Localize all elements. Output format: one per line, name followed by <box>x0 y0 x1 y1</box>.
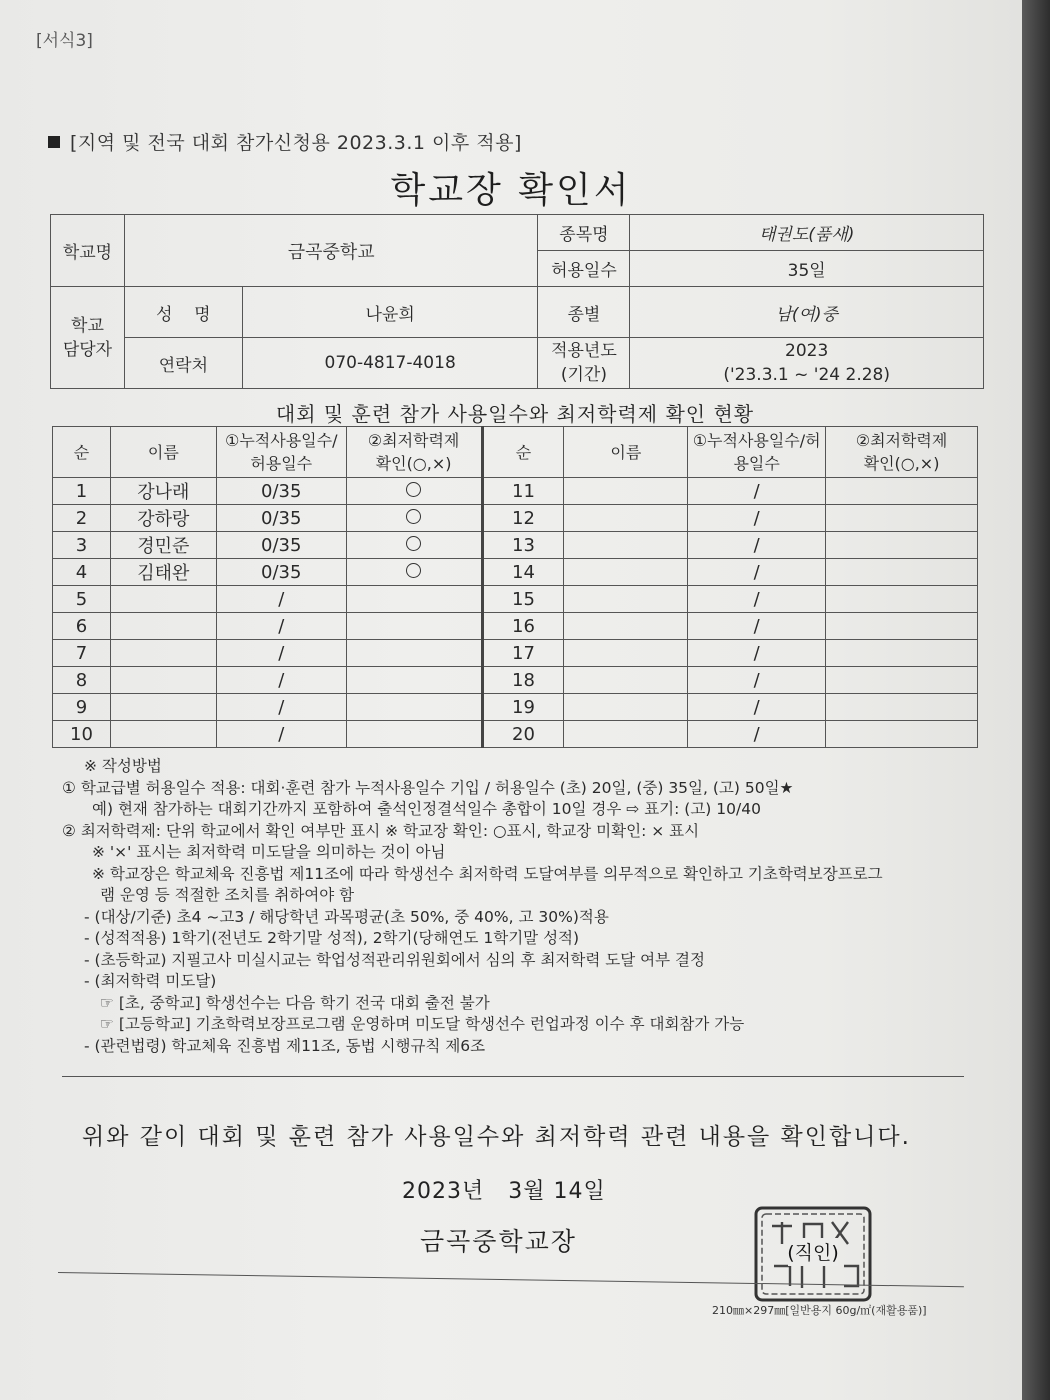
note-2a: ※ '×' 표시는 최저학력 미도달을 의미하는 것이 아님 <box>92 843 446 861</box>
year-label <box>538 338 630 389</box>
record-name <box>110 613 216 640</box>
records-header-row <box>53 427 978 478</box>
record-no: 5 <box>53 586 111 613</box>
header-usage-right-line2: 용일수 <box>733 454 780 473</box>
gender-label: 종별 <box>538 287 630 338</box>
record-usage-right: / <box>688 694 826 721</box>
table-row <box>53 586 978 613</box>
section-title: 대회 및 훈련 참가 사용일수와 최저학력제 확인 현황 <box>275 402 755 426</box>
table-row <box>53 478 978 505</box>
record-usage-right: / <box>688 640 826 667</box>
header-usage-right-line1: ①누적사용일수/허 <box>692 431 821 450</box>
header-check-right-line1: ②최저학력제 <box>855 431 948 450</box>
record-no: 9 <box>53 694 111 721</box>
record-no: 10 <box>53 721 111 748</box>
instructions-heading: ※ 작성방법 <box>84 757 162 775</box>
school-name: 금곡중학교 <box>124 215 538 287</box>
contact-value: 070-4817-4018 <box>242 338 538 389</box>
table-row <box>53 694 978 721</box>
note-6a: ☞ [초, 중학교] 학생선수는 다음 학기 전국 대회 출전 불가 <box>100 993 490 1012</box>
record-check-right <box>826 721 978 748</box>
manager-label-line1: 학교 <box>71 315 104 336</box>
record-check <box>346 667 482 694</box>
record-usage: 0/35 <box>216 478 346 505</box>
record-check-right <box>826 505 978 532</box>
header-check-line1: ②최저학력제 <box>367 431 460 450</box>
record-usage: / <box>216 721 346 748</box>
record-usage-right: / <box>688 586 826 613</box>
record-no: 1 <box>53 478 111 505</box>
event-value: 태권도(품새) <box>630 215 984 251</box>
document-title: 학교장 확인서 <box>390 170 632 211</box>
record-name-right <box>564 640 688 667</box>
check-circle-icon <box>406 509 421 524</box>
record-name: 강나래 <box>110 478 216 505</box>
record-no: 7 <box>53 640 111 667</box>
official-seal-stamp <box>752 1204 874 1308</box>
record-check <box>346 721 482 748</box>
record-usage: / <box>216 694 346 721</box>
manager-label-line2: 담당자 <box>62 339 113 360</box>
record-usage-right: / <box>688 667 826 694</box>
school-label: 학교명 <box>51 215 125 287</box>
record-check-right <box>826 640 978 667</box>
record-no: 4 <box>53 559 111 586</box>
header-check-line2: 확인(○,×) <box>375 454 452 473</box>
record-check-right <box>826 559 978 586</box>
gender-value: 남(여)중 <box>630 287 984 338</box>
confirmation-date: 2023년 3월 14일 <box>402 1179 606 1204</box>
record-no-right: 19 <box>482 694 564 721</box>
note-2b: ※ 학교장은 학교체육 진흥법 제11조에 따라 학생선수 최저학력 도달여부를 의무적으로 확인하고 기초학력보장프로그 <box>92 864 883 883</box>
note-4: - (성적적용) 1학기(전년도 2학기말 성적), 2학기(당해연도 1학기말 성적) <box>84 929 580 947</box>
record-check <box>346 613 482 640</box>
record-no-right: 11 <box>482 478 564 505</box>
record-no: 3 <box>53 532 111 559</box>
record-no-right: 20 <box>482 721 564 748</box>
period-value: ('23.3.1 ~ '24 2.28) <box>723 365 890 385</box>
instructions <box>62 756 982 1057</box>
note-3: - (대상/기준) 초4 ~고3 / 해당학년 과목평균(초 50%, 중 40%, 고 30%)적용 <box>84 907 609 926</box>
check-circle-icon <box>406 563 421 578</box>
header-name: 이름 <box>110 427 216 478</box>
paper-spec-footer: 210㎜×297㎜[일반용지 60g/㎡(재활용품)] <box>712 1304 927 1317</box>
year-label-line2: (기간) <box>560 365 607 385</box>
principal-signature: 금곡중학교장 <box>420 1227 577 1256</box>
record-usage-right: / <box>688 613 826 640</box>
records-table <box>52 426 978 748</box>
record-check <box>346 559 482 586</box>
record-check <box>346 478 482 505</box>
record-check <box>346 505 482 532</box>
record-name <box>110 667 216 694</box>
record-name-right <box>564 694 688 721</box>
info-table <box>50 214 984 389</box>
table-row <box>53 559 978 586</box>
record-no-right: 13 <box>482 532 564 559</box>
record-check-right <box>826 667 978 694</box>
record-name-right <box>564 613 688 640</box>
record-usage: 0/35 <box>216 559 346 586</box>
record-usage: 0/35 <box>216 532 346 559</box>
record-no: 6 <box>53 613 111 640</box>
header-no-right: 순 <box>482 427 564 478</box>
record-check-right <box>826 532 978 559</box>
record-no-right: 12 <box>482 505 564 532</box>
record-name: 경민준 <box>110 532 216 559</box>
note-2: ② 최저학력제: 단위 학교에서 확인 여부만 표시 ※ 학교장 확인: ○표시, 학교장 미확인: × 표시 <box>62 821 700 840</box>
record-check-right <box>826 694 978 721</box>
record-no-right: 14 <box>482 559 564 586</box>
record-check <box>346 694 482 721</box>
header-no: 순 <box>53 427 111 478</box>
header-check-right-line2: 확인(○,×) <box>863 454 940 473</box>
year-label-line1: 적용년도 <box>551 341 617 361</box>
contact-label: 연락처 <box>124 338 242 389</box>
table-row <box>53 721 978 748</box>
records-body <box>53 478 978 748</box>
record-usage: / <box>216 640 346 667</box>
record-name <box>110 694 216 721</box>
record-name-right <box>564 586 688 613</box>
record-no: 8 <box>53 667 111 694</box>
year-value <box>630 338 984 389</box>
record-usage-right: / <box>688 478 826 505</box>
note-6b: ☞ [고등학교] 기초학력보장프로그램 운영하며 미도달 학생선수 런업과정 이수 후 대회참가 가능 <box>100 1015 745 1033</box>
name-value: 나윤희 <box>242 287 538 338</box>
record-name-right <box>564 505 688 532</box>
record-no: 2 <box>53 505 111 532</box>
record-name-right <box>564 532 688 559</box>
record-check-right <box>826 478 978 505</box>
record-usage: / <box>216 667 346 694</box>
note-7: - (관련법령) 학교체육 진흥법 제11조, 동법 시행규칙 제6조 <box>84 1036 486 1055</box>
record-usage-right: / <box>688 559 826 586</box>
year-value-line1: 2023 <box>785 341 829 361</box>
record-name-right <box>564 559 688 586</box>
table-row <box>53 640 978 667</box>
background-edge <box>1022 0 1050 1400</box>
record-check-right <box>826 586 978 613</box>
record-no-right: 15 <box>482 586 564 613</box>
note-1: ① 학교급별 허용일수 적용: 대회·훈련 참가 누적사용일수 기입 / 허용일수 (초) 20일, (중) 35일, (고) 50일★ <box>62 778 794 797</box>
allowed-days-label: 허용일수 <box>538 251 630 287</box>
record-check <box>346 640 482 667</box>
record-name-right <box>564 478 688 505</box>
record-no-right: 18 <box>482 667 564 694</box>
record-name <box>110 586 216 613</box>
header-check <box>346 427 482 478</box>
header-usage-line2: 허용일수 <box>250 454 313 473</box>
table-row <box>53 667 978 694</box>
header-name-right: 이름 <box>564 427 688 478</box>
record-no-right: 17 <box>482 640 564 667</box>
record-name-right <box>564 667 688 694</box>
note-6: - (최저학력 미도달) <box>84 972 217 990</box>
square-bullet-icon <box>48 136 60 148</box>
table-row <box>53 532 978 559</box>
check-circle-icon <box>406 536 421 551</box>
record-name-right <box>564 721 688 748</box>
allowed-days-value: 35일 <box>630 251 984 287</box>
form-subtitle <box>48 128 522 155</box>
note-5: - (초등학교) 지필고사 미실시교는 학업성적관리위원회에서 심의 후 최저학력 도달 여부 결정 <box>84 950 705 969</box>
seal-label: (직인) <box>787 1242 839 1264</box>
record-usage: / <box>216 586 346 613</box>
divider-line <box>62 1076 964 1077</box>
header-usage-right <box>688 427 826 478</box>
record-check-right <box>826 613 978 640</box>
manager-label <box>51 287 125 389</box>
table-row <box>53 505 978 532</box>
record-name <box>110 640 216 667</box>
record-name: 김태완 <box>110 559 216 586</box>
note-2c: 램 운영 등 적절한 조치를 취하여야 함 <box>100 886 355 904</box>
record-usage: 0/35 <box>216 505 346 532</box>
record-name: 강하랑 <box>110 505 216 532</box>
check-circle-icon <box>406 482 421 497</box>
header-check-right <box>826 427 978 478</box>
record-check <box>346 532 482 559</box>
header-usage <box>216 427 346 478</box>
record-no-right: 16 <box>482 613 564 640</box>
record-usage: / <box>216 613 346 640</box>
table-row <box>53 613 978 640</box>
record-usage-right: / <box>688 721 826 748</box>
record-name <box>110 721 216 748</box>
form-subtitle-text: [지역 및 전국 대회 참가신청용 2023.3.1 이후 적용] <box>70 132 522 154</box>
header-usage-line1: ①누적사용일수/ <box>224 431 338 450</box>
record-usage-right: / <box>688 505 826 532</box>
name-label: 성 명 <box>124 287 242 338</box>
form-number: [서식3] <box>36 31 93 51</box>
confirmation-statement: 위와 같이 대회 및 훈련 참가 사용일수와 최저학력 관련 내용을 확인합니다. <box>82 1124 911 1150</box>
record-check <box>346 586 482 613</box>
note-1-example: 예) 현재 참가하는 대회기간까지 포함하여 출석인정결석일수 총합이 10일 경우 ⇨ 표기: (고) 10/40 <box>92 800 761 818</box>
record-usage-right: / <box>688 532 826 559</box>
event-label: 종목명 <box>538 215 630 251</box>
